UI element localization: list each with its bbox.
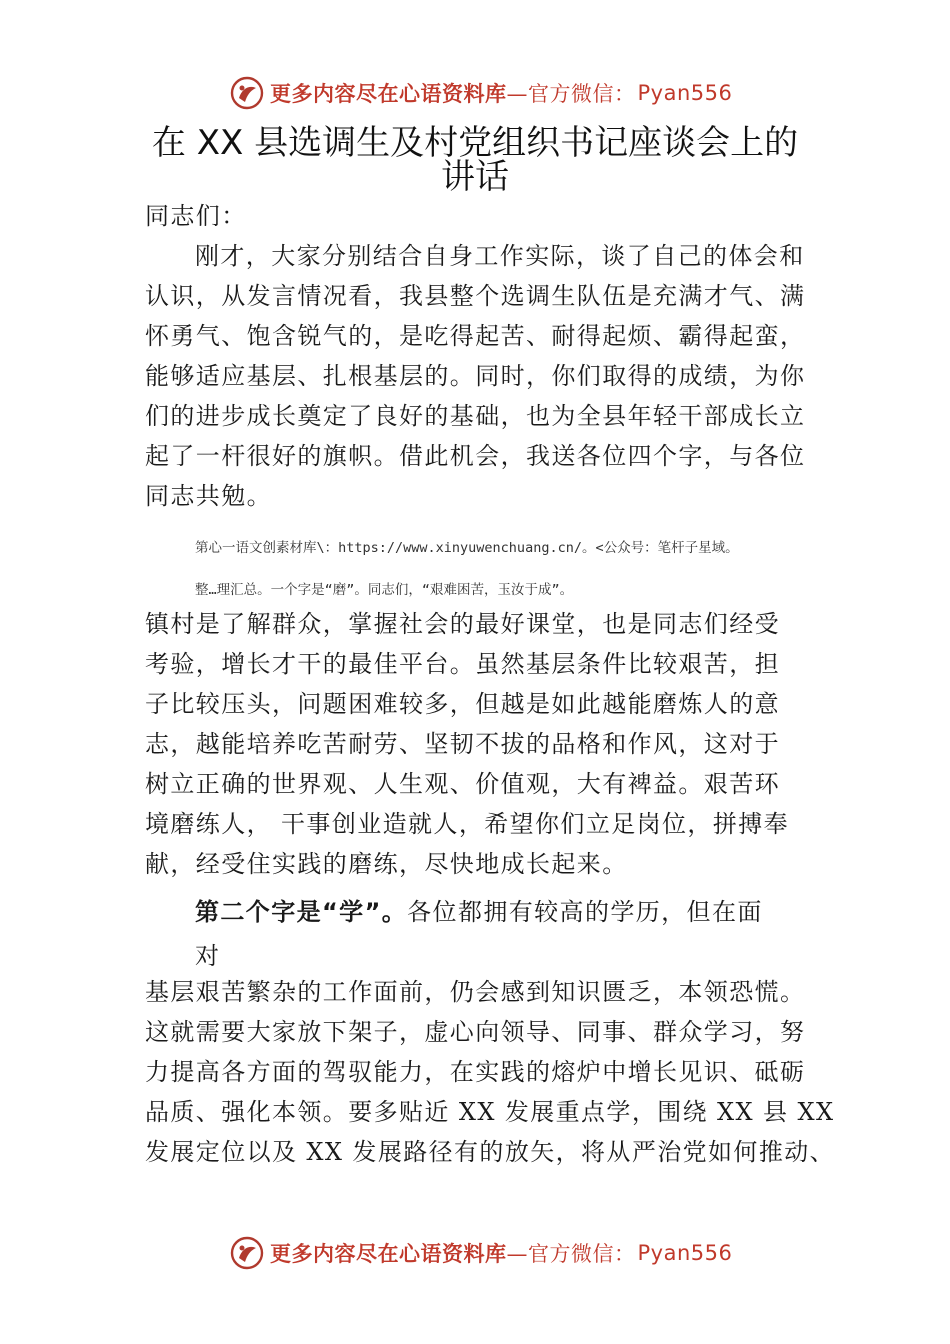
para3-wrap: 对 <box>195 942 221 970</box>
para2-line: 子比较压头，问题困难较多，但越是如此越能磨炼人的意 <box>145 690 780 718</box>
para1-line: 起了一杆很好的旗帜。借此机会，我送各位四个字，与各位 <box>145 442 806 470</box>
para1-line: 同志共勉。 <box>145 482 272 510</box>
logo-icon <box>230 76 264 110</box>
banner-handle: Pyan556 <box>637 81 733 105</box>
banner-separator: —官方微信： <box>506 82 636 106</box>
para3-first-line <box>195 896 763 928</box>
banner-separator: —官方微信： <box>506 1242 636 1266</box>
para2-line: 考验，增长才干的最佳平台。虽然基层条件比较艰苦，担 <box>145 650 780 678</box>
para3-line: 发展定位以及 XX 发展路径有的放矢，将从严治党如何推动、 <box>145 1138 836 1166</box>
title-line-1: 在 XX 县选调生及村党组织书记座谈会上的 <box>151 123 799 163</box>
para3-first-text: 各位都拥有较高的学历，但在面 <box>407 898 763 926</box>
section-heading: 第二个字是“学”。 <box>195 898 408 926</box>
banner-text: 更多内容尽在心语资料库 <box>270 82 507 106</box>
para2-line: 献，经受住实践的磨练，尽快地成长起来。 <box>145 850 628 878</box>
document-title <box>80 123 870 197</box>
para1-line: 能够适应基层、扎根基层的。同时，你们取得的成绩，为你 <box>145 362 806 390</box>
para2-line: 境磨练人， 干事创业造就人，希望你们立足岗位，拼搏奉 <box>145 810 790 838</box>
banner-text: 更多内容尽在心语资料库 <box>270 1242 507 1266</box>
para2-line: 志，越能培养吃苦耐劳、坚韧不拔的品格和作风，这对于 <box>145 730 780 758</box>
header-watermark <box>230 73 732 113</box>
para3-line: 力提高各方面的驾驭能力，在实践的熔炉中增长见识、砥砺 <box>145 1058 806 1086</box>
para2-line: 树立正确的世界观、人生观、价值观，大有裨益。艰苦环 <box>145 770 780 798</box>
para1-line: 怀勇气、饱含锐气的，是吃得起苦、耐得起烦、霸得起蛮， <box>145 322 806 350</box>
source-note-line: 整…理汇总。一个字是“磨”。同志们，“艰难困苦，玉汝于成”。 <box>195 582 574 598</box>
para3-line: 这就需要大家放下架子，虚心向领导、同事、群众学习，努 <box>145 1018 806 1046</box>
salutation: 同志们： <box>145 202 247 230</box>
source-note-line: 第心一语文创素材库\：https://www.xinyuwenchuang.cn/。<公众号：笔杆子星域。 <box>195 540 739 556</box>
para2-line: 镇村是了解群众，掌握社会的最好课堂，也是同志们经受 <box>145 610 780 638</box>
logo-icon <box>230 1236 264 1270</box>
para1-line: 认识，从发言情况看，我县整个选调生队伍是充满才气、满 <box>145 282 806 310</box>
footer-watermark <box>230 1233 732 1273</box>
para1-line: 们的进步成长奠定了良好的基础，也为全县年轻干部成长立 <box>145 402 806 430</box>
banner-handle: Pyan556 <box>637 1241 733 1265</box>
para1-line: 刚才，大家分别结合自身工作实际，谈了自己的体会和 <box>195 242 805 270</box>
title-line-2: 讲话 <box>441 157 509 197</box>
para3-line: 品质、强化本领。要多贴近 XX 发展重点学，围绕 XX 县 XX <box>145 1098 835 1126</box>
para3-line: 基层艰苦繁杂的工作面前，仍会感到知识匮乏，本领恐慌。 <box>145 978 806 1006</box>
